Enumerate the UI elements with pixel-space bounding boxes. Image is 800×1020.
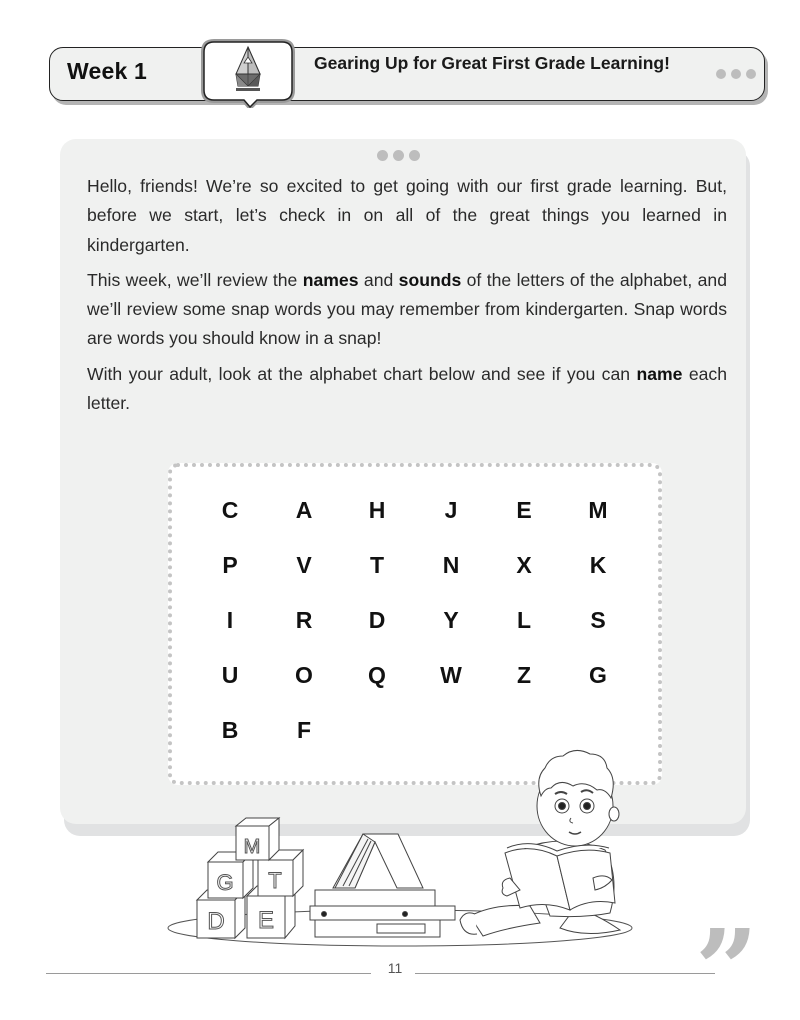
book-stack-icon [310,834,455,937]
svg-text:D: D [207,908,225,935]
alphabet-letter: E [516,497,532,523]
alphabet-letter: M [588,497,608,523]
alphabet-letter: S [590,607,606,633]
alphabet-letter: U [221,662,239,688]
bold-keyword-sounds: sounds [398,269,462,290]
alphabet-letter: R [295,607,313,633]
dot-icon [393,150,404,161]
paragraph-instructions [87,360,727,419]
panel-dots [377,150,420,161]
intro-text [87,172,727,424]
text-segment: and [358,269,399,290]
svg-text:M: M [243,836,261,858]
footer-rule-right [415,973,715,974]
alphabet-letter: L [516,607,532,633]
svg-text:T: T [268,868,282,893]
alphabet-letter: Y [443,607,459,633]
alphabet-letter: G [589,662,607,688]
text-segment: each letter. [87,363,727,414]
alphabet-letter: Q [368,662,386,688]
header-title: Gearing Up for Great First Grade Learning! [314,53,670,73]
alphabet-letter: P [222,552,238,578]
alphabet-letter: Z [516,662,532,688]
quote-mark-icon: ” [695,905,759,1020]
svg-text:G: G [216,870,234,895]
text-segment: Hello, friends! We’re so excited to get going with our first grade learning. But, before we start, let’s check in on all of the great things you learned in kindergarten. [87,176,727,255]
reading-boy-illustration [165,738,665,953]
alphabet-letter: X [516,552,532,578]
alphabet-letter: I [226,607,234,633]
alphabet-letter: H [368,497,386,523]
alphabet-letter: J [444,497,458,523]
alphabet-letter: B [221,717,239,743]
bold-keyword-names: names [302,269,359,290]
alphabet-letter: T [369,552,385,578]
alphabet-letter: F [296,717,312,743]
svg-text:E: E [257,907,275,934]
dot-icon [731,69,741,79]
dot-icon [409,150,420,161]
paragraph-greeting [87,172,727,260]
week-label: Week 1 [67,58,148,84]
speech-bubble [200,38,296,108]
alphabet-letter: A [295,497,313,523]
paragraph-review [87,266,727,354]
dot-icon [377,150,388,161]
bold-keyword-name: name [636,363,683,384]
page-number: 11 [387,960,403,976]
alphabet-letter: C [221,497,239,523]
alphabet-letter: D [368,607,386,633]
text-segment: of the letters of the alphabet, and we’ll review some snap words you may remember from kindergarten. Snap words are words you should know in a snap! [87,269,727,349]
boy-reading-icon [460,750,620,936]
alphabet-letter: N [442,552,460,578]
alphabet-letter: O [295,662,313,688]
alphabet-letter: K [589,552,607,578]
text-segment: With your adult, look at the alphabet chart below and see if you can [87,363,637,384]
dot-icon [746,69,756,79]
footer-rule-left [46,973,371,974]
letter-blocks-icon [197,818,303,938]
header-dots [716,69,756,79]
alphabet-letter: V [296,552,312,578]
text-segment: This week, we’ll review the [87,269,303,290]
dot-icon [716,69,726,79]
alphabet-letter: W [440,662,462,688]
